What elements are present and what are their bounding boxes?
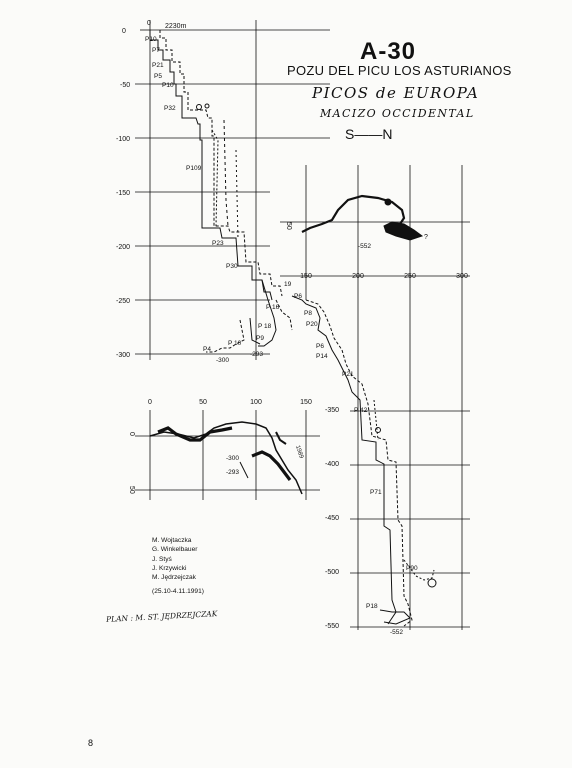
depth-axis-left (116, 28, 130, 359)
pitch-label: P10 (145, 36, 157, 43)
depth-tick: -500 (325, 569, 340, 576)
scale-tick: 150 (300, 399, 312, 406)
lower-profile-grid (280, 165, 470, 630)
pitch-label: P109 (186, 165, 202, 172)
plan-view-upper (302, 196, 422, 240)
depth-tick: 0 (122, 28, 126, 35)
pitch-label: P32 (164, 105, 176, 112)
scale-tick: 150 (300, 273, 312, 280)
pitch-label: P 16 (266, 304, 280, 311)
scale-tick: 100 (250, 399, 262, 406)
entrance-zero: 0 (147, 20, 151, 27)
plan-side-tick: 0 (128, 432, 135, 436)
pitch-label: P 18 (258, 323, 272, 330)
pitch-label: P30 (226, 263, 238, 270)
horizontal-scale (148, 273, 468, 406)
pitch-label: P23 (212, 240, 224, 247)
pitch-label: P20 (306, 321, 318, 328)
scale-tick: 250 (404, 273, 416, 280)
cave-profile-lower (292, 296, 436, 626)
pitch-labels (145, 36, 418, 610)
cave-id-title: A-30 (360, 38, 417, 65)
depth-note: -293 (226, 469, 240, 476)
scale-tick: 200 (352, 273, 364, 280)
pitch-label: P21 (152, 62, 164, 69)
region-title: PICOS de EUROPA (312, 84, 480, 102)
depth-tick: -300 (116, 352, 131, 359)
depth-note: -300 (226, 455, 240, 462)
pitch-label: P7 (152, 47, 160, 54)
massif-title: MACIZO OCCIDENTAL (320, 107, 475, 120)
orientation-label: S——N (345, 126, 393, 142)
expedition-dates: (25.10-4.11.1991) (152, 588, 204, 596)
team-member: M. Jędrzejczak (152, 574, 196, 582)
page-number: 8 (88, 738, 94, 748)
pitch-label: P6 (316, 343, 324, 350)
scale-tick: 50 (199, 399, 207, 406)
depth-notes (216, 243, 403, 636)
pitch-label: 19 (284, 281, 292, 288)
plan-side-tick: 50 (285, 222, 292, 230)
depth-tick: -450 (325, 515, 340, 522)
depth-tick: -200 (116, 244, 131, 251)
pitch-label: P14 (316, 353, 328, 360)
cave-name-title: POZU DEL PICU LOS ASTURIANOS (287, 63, 512, 78)
pitch-label: P8 (304, 310, 312, 317)
depth-tick: -50 (120, 82, 131, 89)
depth-note: -293 (250, 351, 264, 358)
upper-profile-grid (135, 20, 330, 360)
team-credits (152, 536, 204, 597)
team-member: G. Winkelbauer (152, 546, 198, 554)
plan-side-tick: 50 (128, 486, 135, 494)
question-mark: ? (424, 234, 428, 241)
pitch-label: P4 (203, 346, 211, 353)
team-member: J. Krzywicki (152, 564, 187, 572)
plan-author: PLAN : M. ST. JĘDRZEJCZAK (105, 609, 218, 624)
depth-tick: -250 (116, 298, 131, 305)
pitch-label: P10 (162, 82, 174, 89)
depth-note: -552 (358, 243, 372, 250)
depth-axis-right (325, 407, 339, 630)
scale-tick: 300 (456, 273, 468, 280)
pitch-label: P5 (154, 73, 162, 80)
depth-tick: -100 (116, 136, 131, 143)
year-note: 1989 (294, 444, 304, 460)
pitch-label: P 42 (354, 407, 368, 414)
depth-note: -300 (216, 357, 230, 364)
pitch-label: P 10 (228, 340, 242, 347)
depth-tick: -400 (325, 461, 340, 468)
depth-tick: -150 (116, 190, 131, 197)
scale-tick: 0 (148, 399, 152, 406)
depth-tick: -550 (325, 623, 340, 630)
team-member: M. Wojtaczka (152, 537, 192, 544)
pitch-label: P6 (294, 293, 302, 300)
depth-tick: -350 (325, 407, 340, 414)
depth-note: -552 (390, 629, 404, 636)
pitch-label: P90 (406, 565, 418, 572)
pitch-label: P71 (370, 489, 382, 496)
pitch-label: P18 (366, 603, 378, 610)
pitch-label: P9 (256, 335, 264, 342)
pitch-label: P21 (342, 371, 354, 378)
team-member: J. Styś (152, 555, 172, 563)
entrance-altitude: 2230m (165, 23, 187, 30)
